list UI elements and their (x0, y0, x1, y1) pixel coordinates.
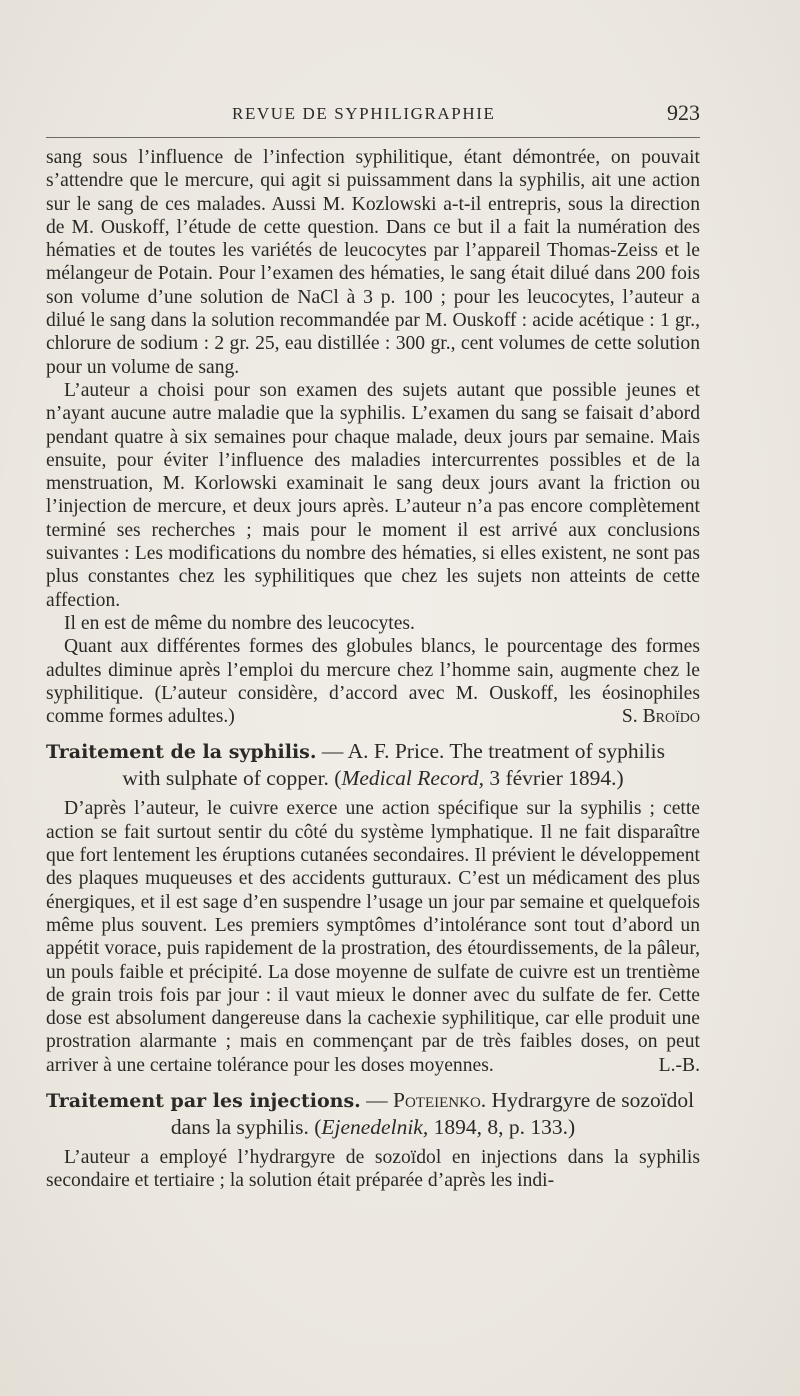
article3-paragraph-1: L’auteur a employé l’hydrargyre de sozoïdol en injections dans la syphilis secondaire et tertiaire ; la solution était préparée d’après les indi- (46, 1146, 700, 1192)
article3-heading (46, 1087, 700, 1140)
article2-heading-line-2 (46, 765, 700, 791)
article1-paragraph-4 (46, 635, 700, 728)
article3-title-rest: Hydrargyre de sozoïdol (491, 1087, 695, 1112)
article1-paragraph-4-text: Quant aux différentes formes des globules blancs, le pourcentage des formes adultes diminue après l’emploi du mercure chez l’homme sain, augmente chez le syphilitique. (L’auteur considère, d’accord avec M. Ouskoff, les éosinophiles comme formes adultes.) (46, 636, 700, 728)
article3-heading-line-2 (46, 1114, 700, 1140)
article3-heading-line-1 (46, 1087, 700, 1114)
article3-title-author: — Poteienko. (366, 1087, 487, 1112)
header-rule (46, 137, 700, 138)
article1-paragraph-1: sang sous l’influence de l’infection syphilitique, étant démontrée, on pouvait s’attendre que le mercure, qui agit si puissamment dans la syphilis, ait une action sur le sang de ces malades. Aussi M. Kozlowski a-t-il entrepris, sous la direction de M. Ouskoff, l’étude de cette question. Dans ce but il a fait la numération des hématies et de toutes les variétés de leucocytes par l’appareil Thomas-Zeiss et le mélangeur de Potain. Pour l’examen des hématies, le sang était dilué dans 200 fois son volume d’une solution de NaCl à 3 p. 100 ; pour les leucocytes, l’auteur a dilué le sang dans la solution recommandée par M. Ouskoff : acide acétique : 1 gr., chlorure de sodium : 2 gr. 25, eau distillée : 300 gr., cent volumes de cette solution pour un volume de sang. (46, 147, 700, 378)
article2-title-line2-post: 3 février 1894.) (489, 766, 624, 791)
article3-title-line2-pre: dans la syphilis. ( (170, 1114, 322, 1139)
article2-journal: Medical Record, (341, 766, 484, 791)
article2-signature: L.-B. (658, 1054, 700, 1076)
page-body (46, 146, 700, 1193)
article3-journal: Ejenedelnik, (321, 1114, 429, 1139)
article2-title-rest: The treatment of syphilis (449, 739, 665, 764)
article3-title-lead: Traitement par les injections. (46, 1089, 361, 1112)
article2-title-line2-pre: with sulphate of copper. ( (122, 766, 342, 791)
article2-heading (46, 738, 700, 791)
article2-paragraph-1-text: D’après l’auteur, le cuivre exerce une action spécifique sur la syphilis ; cette action se fait surtout sentir du côté du système lymphatique. Il ne fait disparaître que fort lentement les éruptions cutanées secondaires. Il prévient le développement des plaques muqueuses et des accidents gutturaux. C’est un médicament des plus énergiques, et il est sage d’en suspendre l’usage un jour par semaine et quelquefois même plus souvent. Les premiers symptômes d’intolérance sont tout d’abord un appétit vorace, puis rapidement de la prostration, des étourdissements, de la pâleur, un pouls faible et précipité. La dose moyenne de sulfate de cuivre est un trentième de grain trois fois par jour : il vaut mieux le donner avec du sulfate de fer. Cette dose est absolument dangereuse dans la cachexie syphilitique, car elle produit une prostration alarmante ; mais en commençant par de très faibles doses, on peut arriver à une certaine tolérance pour les doses moyennes. (46, 798, 700, 1076)
article1-signature: S. Broïdo (621, 706, 700, 728)
page-number: 923 (667, 100, 700, 125)
article2-heading-line-1 (46, 738, 700, 765)
running-header (46, 100, 700, 134)
article3-title-line2-post: 1894, 8, p. 133.) (433, 1114, 576, 1139)
article2-paragraph-1 (46, 797, 700, 1077)
article2-title-author: — A. F. Price. (321, 739, 445, 764)
article1-paragraph-3: Il en est de même du nombre des leucocytes. (64, 612, 415, 634)
article1-paragraph-2: L’auteur a choisi pour son examen des sujets autant que possible jeunes et n’ayant aucune autre maladie que la syphilis. L’examen du sang se faisait d’abord pendant quatre à six semaines pour chaque malade, deux jours par semaine. Mais ensuite, pour éviter l’influence des maladies intercurrentes possibles et de la menstruation, M. Korlowski examinait le sang deux jours avant la friction ou l’injection de mercure, et deux jours après. L’auteur n’a pas encore complètement terminé ses recherches ; mais pour le moment il est arrivé aux conclusions suivantes : Les modifications du nombre des hématies, si elles existent, ne sont pas plus constantes chez les syphilitiques que chez les sujets non atteints de cette affection. (46, 379, 700, 611)
running-title: REVUE DE SYPHILIGRAPHIE (232, 104, 496, 123)
article2-title-lead: Traitement de la syphilis. (46, 741, 317, 764)
